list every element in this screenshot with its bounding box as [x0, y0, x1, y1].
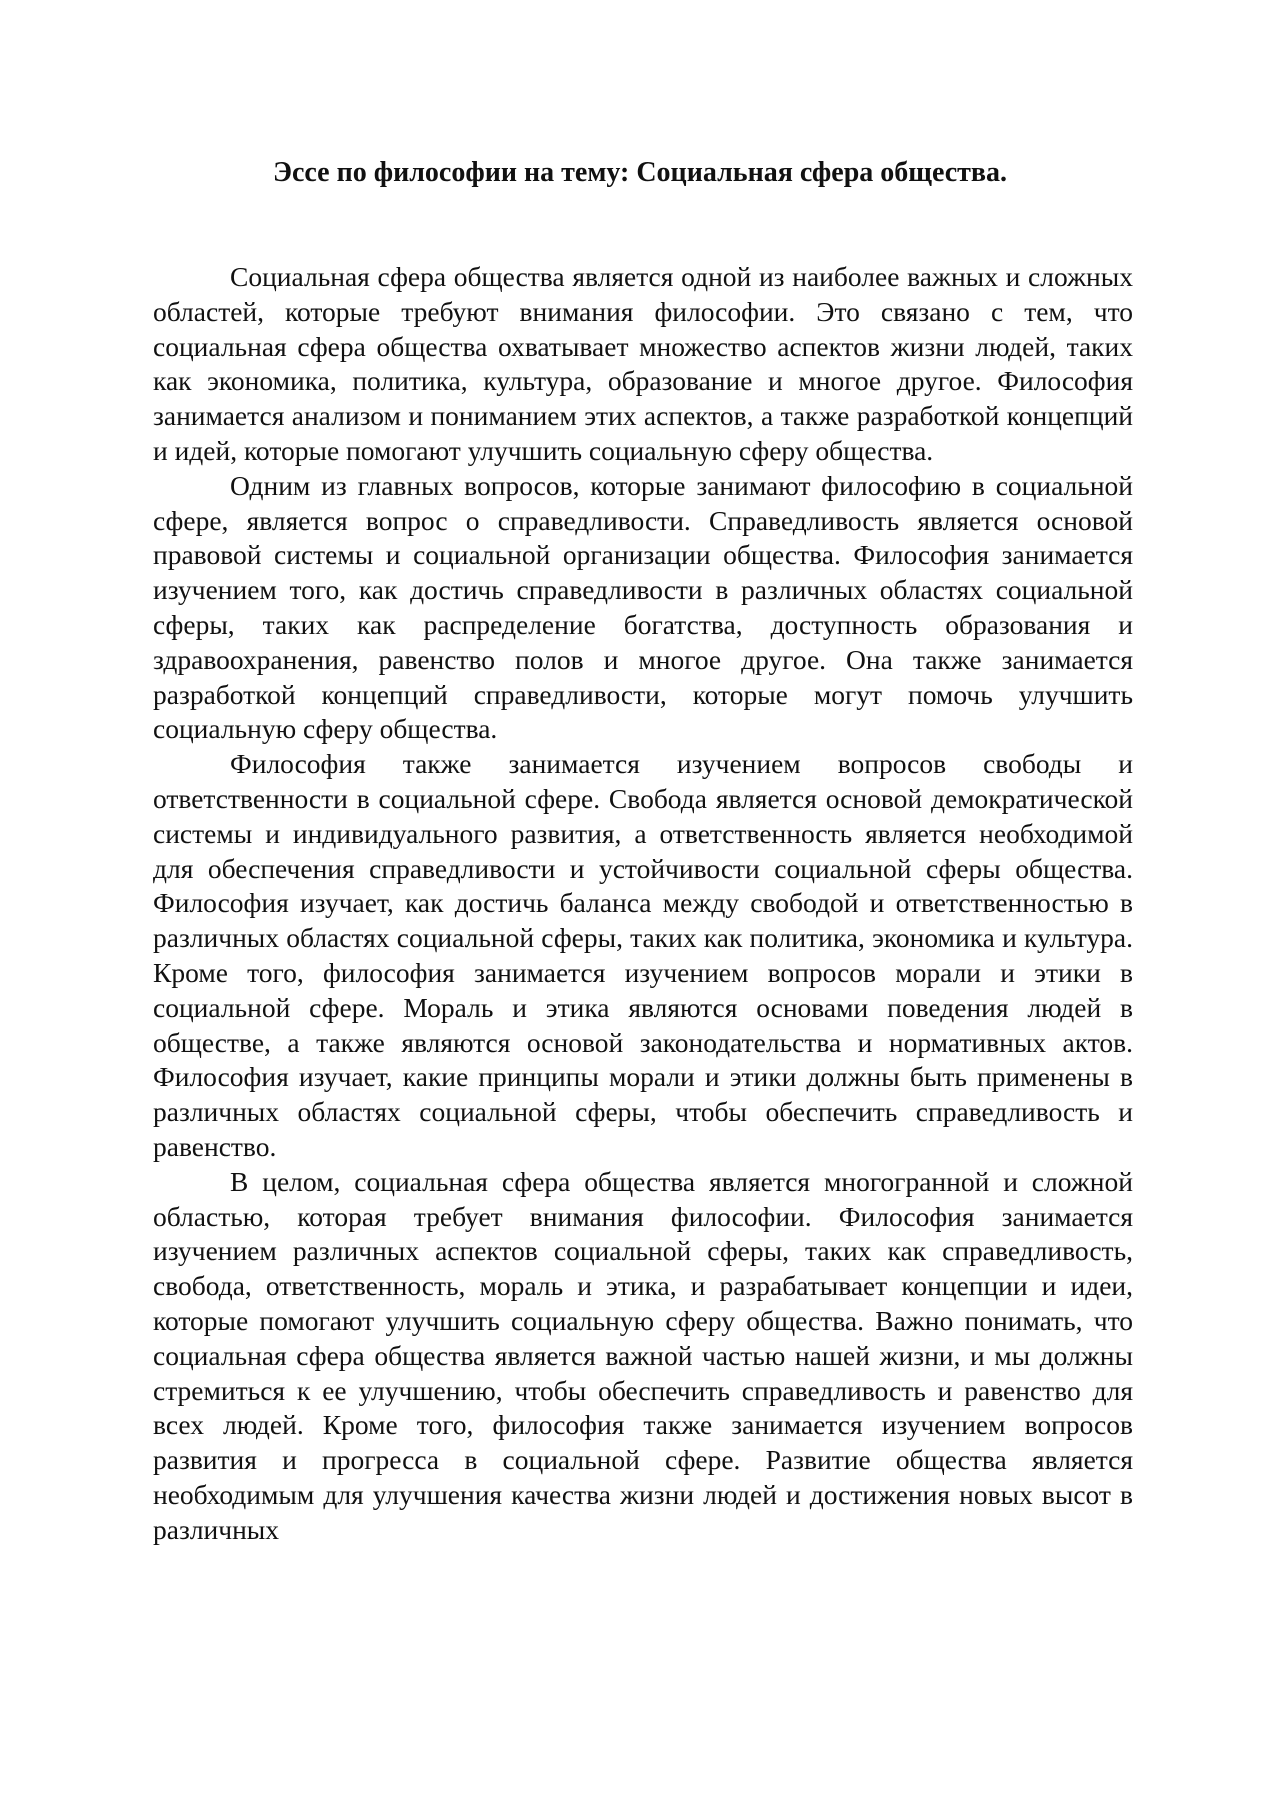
paragraph-1: Социальная сфера общества является одной из наиболее важных и сложных областей, которые требуют внимания философии. Это связано с тем, что социальная сфера общества охватывает множество аспектов жизни людей, таких как экономика, политика, культура, образование и многое другое. Философия занимается анализом и пониманием этих аспектов, а также разработкой концепций и идей, которые помогают улучшить социальную сферу общества.: [153, 261, 1133, 466]
paragraph-3: Философия также занимается изучением вопросов свободы и ответственности в социальной сфере. Свобода является основой демократической системы и индивидуального развития, а ответственность является необходимой для обеспечения справедливости и устойчивости социальной сферы общества. Философия изучает, как достичь баланса между свободой и ответственностью в различных областях социальной сферы, таких как политика, экономика и культура. Кроме того, философия занимается изучением вопросов морали и этики в социальной сфере. Мораль и этика являются основами поведения людей в обществе, а также являются основой законодательства и нормативных актов. Философия изучает, какие принципы морали и этики должны быть применены в различных областях социальной сферы, чтобы обеспечить справедливость и равенство.: [153, 748, 1133, 1162]
document-title: Эссе по философии на тему: Социальная сфера общества.: [272, 157, 1008, 188]
document-body: [153, 260, 1133, 1547]
paragraph-2: Одним из главных вопросов, которые занимают философию в социальной сфере, является вопрос о справедливости. Справедливость является основой правовой системы и социальной организации общества. Философия занимается изучением того, как достичь справедливости в различных областях социальной сферы, таких как распределение богатства, доступность образования и здравоохранения, равенство полов и многое другое. Она также занимается разработкой концепций справедливости, которые могут помочь улучшить социальную сферу общества.: [153, 469, 1133, 745]
paragraph-4: В целом, социальная сфера общества является многогранной и сложной областью, которая требует внимания философии. Философия занимается изучением различных аспектов социальной сферы, таких как справедливость, свобода, ответственность, мораль и этика, и разрабатывает концепции и идеи, которые помогают улучшить социальную сферу общества. Важно понимать, что социальная сфера общества является важной частью нашей жизни, и мы должны стремиться к ее улучшению, чтобы обеспечить справедливость и равенство для всех людей. Кроме того, философия также занимается изучением вопросов развития и прогресса в социальной сфере. Развитие общества является необходимым для улучшения качества жизни людей и достижения новых высот в различных: [153, 1165, 1133, 1545]
